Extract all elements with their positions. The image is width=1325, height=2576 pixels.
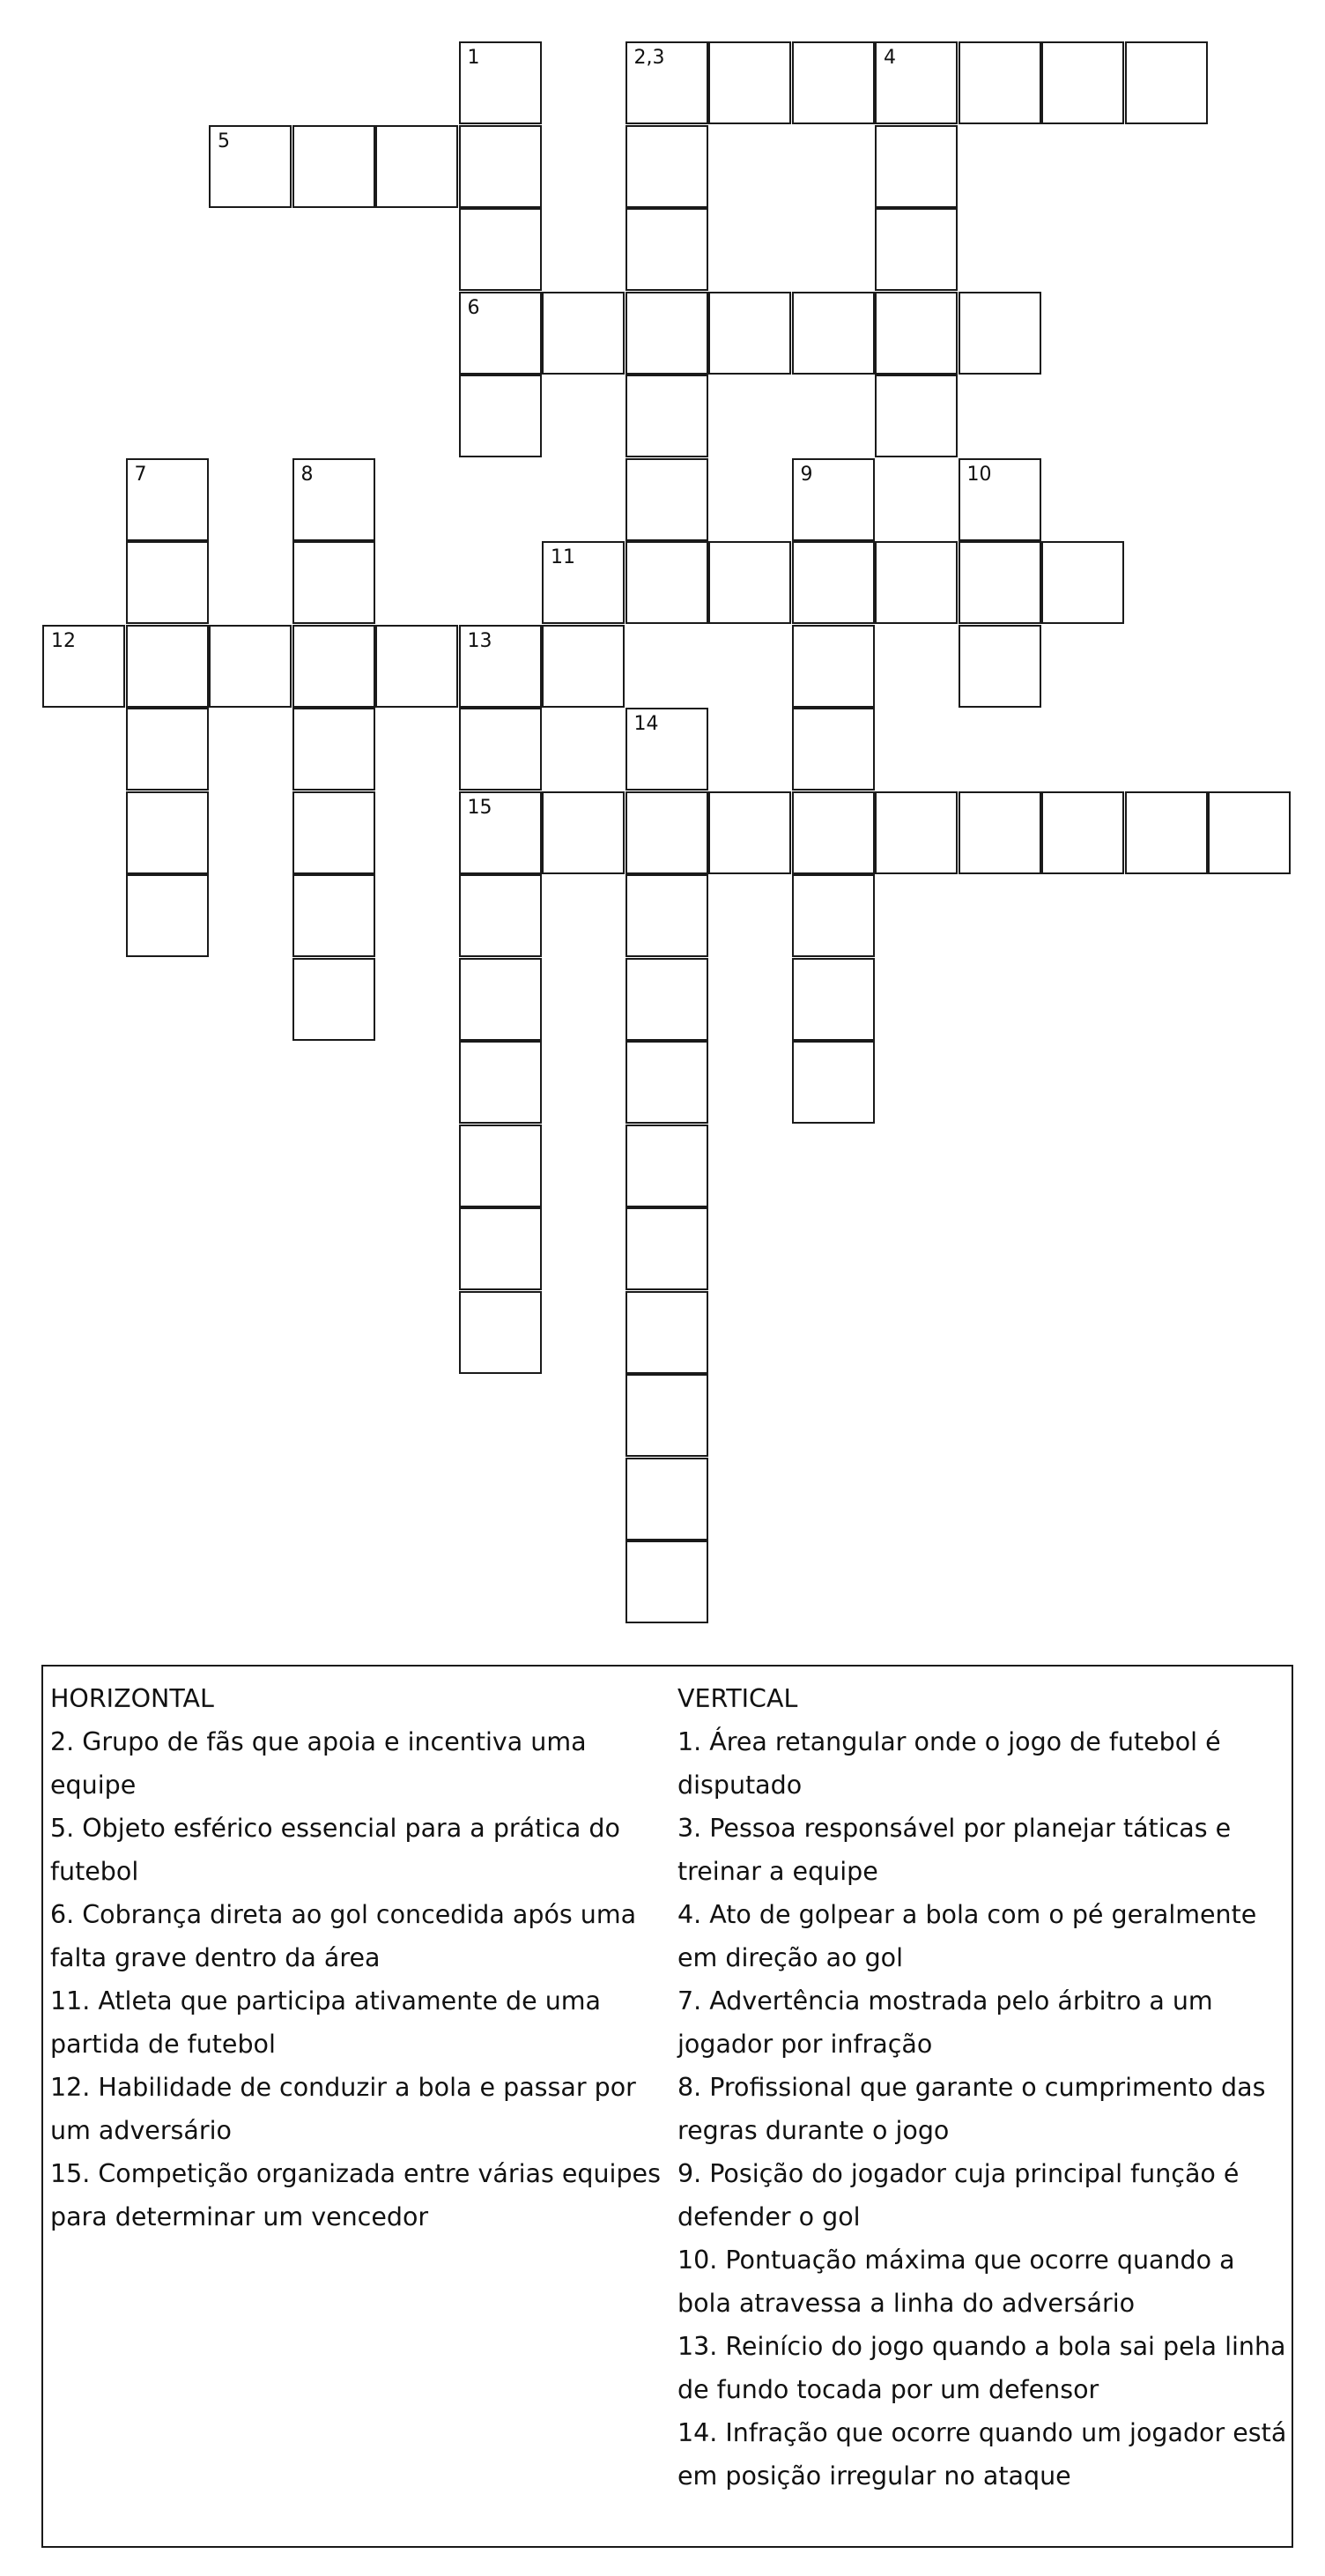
clue-number: 4 <box>884 47 896 69</box>
clues-box <box>41 1665 1293 2548</box>
crossword-cell[interactable] <box>126 541 209 624</box>
crossword-cell[interactable] <box>875 541 958 624</box>
clue-number: 13 <box>467 629 492 652</box>
crossword-cell[interactable] <box>459 41 542 124</box>
crossword-cell[interactable] <box>625 375 708 457</box>
clue-horizontal-5: 5. Objeto esférico essencial para a prática do futebol <box>50 1814 620 1886</box>
crossword-cell[interactable] <box>459 208 542 291</box>
clue-vertical-14: 14. Infração que ocorre quando um jogador está em posição irregular no ataque <box>677 2418 1287 2491</box>
crossword-cell[interactable] <box>875 41 958 124</box>
crossword-cell[interactable] <box>959 458 1041 541</box>
crossword-cell[interactable] <box>792 458 875 541</box>
crossword-cell[interactable] <box>792 874 875 957</box>
clue-number: 11 <box>551 546 575 568</box>
crossword-cell[interactable] <box>625 458 708 541</box>
crossword-cell[interactable] <box>126 625 209 708</box>
crossword-cell[interactable] <box>375 125 458 208</box>
crossword-cell[interactable] <box>126 791 209 874</box>
crossword-cell[interactable] <box>292 958 375 1041</box>
crossword-cell[interactable] <box>625 1540 708 1623</box>
crossword-cell[interactable] <box>1041 41 1124 124</box>
crossword-cell[interactable] <box>42 625 125 708</box>
crossword-cell[interactable] <box>792 791 875 874</box>
clue-horizontal-11: 11. Atleta que participa ativamente de uma partida de futebol <box>50 1986 602 2059</box>
crossword-cell[interactable] <box>459 791 542 874</box>
crossword-cell[interactable] <box>792 708 875 791</box>
crossword-cell[interactable] <box>1041 541 1124 624</box>
crossword-cell[interactable] <box>625 1125 708 1207</box>
crossword-cell[interactable] <box>459 958 542 1041</box>
crossword-cell[interactable] <box>625 791 708 874</box>
crossword-cell[interactable] <box>625 1458 708 1540</box>
horizontal-heading: HORIZONTAL <box>50 1684 214 1713</box>
crossword-cell[interactable] <box>375 625 458 708</box>
clue-horizontal-15: 15. Competição organizada entre várias equipes para determinar um vencedor <box>50 2159 661 2231</box>
crossword-cell[interactable] <box>708 791 791 874</box>
crossword-cell[interactable] <box>625 874 708 957</box>
crossword-cell[interactable] <box>459 708 542 791</box>
crossword-cell[interactable] <box>875 791 958 874</box>
crossword-cell[interactable] <box>459 375 542 457</box>
crossword-cell[interactable] <box>459 1291 542 1374</box>
crossword-cell[interactable] <box>542 541 625 624</box>
horizontal-clues <box>50 1677 667 2238</box>
vertical-clues <box>677 1677 1290 2498</box>
clue-vertical-8: 8. Profissional que garante o cumprimento das regras durante o jogo <box>677 2073 1266 2145</box>
crossword-cell[interactable] <box>792 625 875 708</box>
clue-vertical-1: 1. Área retangular onde o jogo de futebol é disputado <box>677 1727 1221 1800</box>
clue-number: 6 <box>467 296 480 319</box>
crossword-cell[interactable] <box>459 125 542 208</box>
crossword-cell[interactable] <box>959 625 1041 708</box>
clue-vertical-7: 7. Advertência mostrada pelo árbitro a um jogador por infração <box>677 1986 1213 2059</box>
crossword-cell[interactable] <box>875 125 958 208</box>
clue-number: 8 <box>300 463 314 486</box>
clue-number: 12 <box>51 629 76 652</box>
crossword-cell[interactable] <box>792 41 875 124</box>
clue-horizontal-12: 12. Habilidade de conduzir a bola e passar por um adversário <box>50 2073 636 2145</box>
crossword-cell[interactable] <box>625 1207 708 1290</box>
crossword-cell[interactable] <box>792 292 875 375</box>
crossword-cell[interactable] <box>1041 791 1124 874</box>
crossword-cell[interactable] <box>542 292 625 375</box>
clue-number: 14 <box>633 713 659 735</box>
crossword-cell[interactable] <box>625 208 708 291</box>
crossword-cell[interactable] <box>959 292 1041 375</box>
crossword-cell[interactable] <box>292 625 375 708</box>
clue-number: 15 <box>467 796 492 819</box>
crossword-cell[interactable] <box>1125 791 1208 874</box>
crossword-cell[interactable] <box>1125 41 1208 124</box>
crossword-cell[interactable] <box>625 1291 708 1374</box>
crossword-cell[interactable] <box>459 1041 542 1124</box>
crossword-cell[interactable] <box>875 375 958 457</box>
crossword-cell[interactable] <box>959 541 1041 624</box>
clue-number: 5 <box>218 130 230 152</box>
crossword-cell[interactable] <box>209 125 292 208</box>
crossword-cell[interactable] <box>292 708 375 791</box>
crossword-cell[interactable] <box>126 458 209 541</box>
crossword-cell[interactable] <box>209 625 292 708</box>
crossword-cell[interactable] <box>292 791 375 874</box>
crossword-cell[interactable] <box>1208 791 1291 874</box>
crossword-cell[interactable] <box>459 1125 542 1207</box>
crossword-cell[interactable] <box>875 208 958 291</box>
clue-vertical-3: 3. Pessoa responsável por planejar táticas e treinar a equipe <box>677 1814 1232 1886</box>
crossword-cell[interactable] <box>292 125 375 208</box>
crossword-cell[interactable] <box>708 541 791 624</box>
crossword-cell[interactable] <box>792 1041 875 1124</box>
crossword-cell[interactable] <box>708 41 791 124</box>
crossword-cell[interactable] <box>708 292 791 375</box>
crossword-cell[interactable] <box>459 292 542 375</box>
crossword-cell[interactable] <box>292 874 375 957</box>
crossword-cell[interactable] <box>459 1207 542 1290</box>
clue-vertical-10: 10. Pontuação máxima que ocorre quando a bola atravessa a linha do adversário <box>677 2246 1235 2318</box>
crossword-cell[interactable] <box>625 1374 708 1457</box>
clue-horizontal-6: 6. Cobrança direta ao gol concedida após uma falta grave dentro da área <box>50 1900 637 1972</box>
crossword-cell[interactable] <box>959 791 1041 874</box>
crossword-cell[interactable] <box>625 292 708 375</box>
clue-vertical-9: 9. Posição do jogador cuja principal função é defender o gol <box>677 2159 1240 2231</box>
crossword-cell[interactable] <box>459 874 542 957</box>
crossword-cell[interactable] <box>625 1041 708 1124</box>
crossword-cell[interactable] <box>625 125 708 208</box>
crossword-cell[interactable] <box>459 625 542 708</box>
clue-horizontal-2: 2. Grupo de fãs que apoia e incentiva uma equipe <box>50 1727 587 1800</box>
clue-number: 2,3 <box>633 47 665 69</box>
clue-number: 9 <box>800 463 813 486</box>
crossword-cell[interactable] <box>792 541 875 624</box>
crossword-cell[interactable] <box>126 874 209 957</box>
clue-number: 1 <box>467 47 480 69</box>
clue-vertical-4: 4. Ato de golpear a bola com o pé geralmente em direção ao gol <box>677 1900 1257 1972</box>
clue-vertical-13: 13. Reinício do jogo quando a bola sai pela linha de fundo tocada por um defensor <box>677 2332 1286 2404</box>
clue-number: 7 <box>134 463 147 486</box>
crossword-cell[interactable] <box>875 292 958 375</box>
crossword-cell[interactable] <box>625 958 708 1041</box>
vertical-heading: VERTICAL <box>677 1684 798 1713</box>
clue-number: 10 <box>966 463 992 486</box>
crossword-cell[interactable] <box>542 791 625 874</box>
crossword-cell[interactable] <box>126 708 209 791</box>
crossword-cell[interactable] <box>292 541 375 624</box>
crossword-cell[interactable] <box>959 41 1041 124</box>
crossword-cell[interactable] <box>625 41 708 124</box>
crossword-cell[interactable] <box>292 458 375 541</box>
crossword-cell[interactable] <box>542 625 625 708</box>
crossword-cell[interactable] <box>625 541 708 624</box>
crossword-cell[interactable] <box>625 708 708 791</box>
crossword-cell[interactable] <box>792 958 875 1041</box>
